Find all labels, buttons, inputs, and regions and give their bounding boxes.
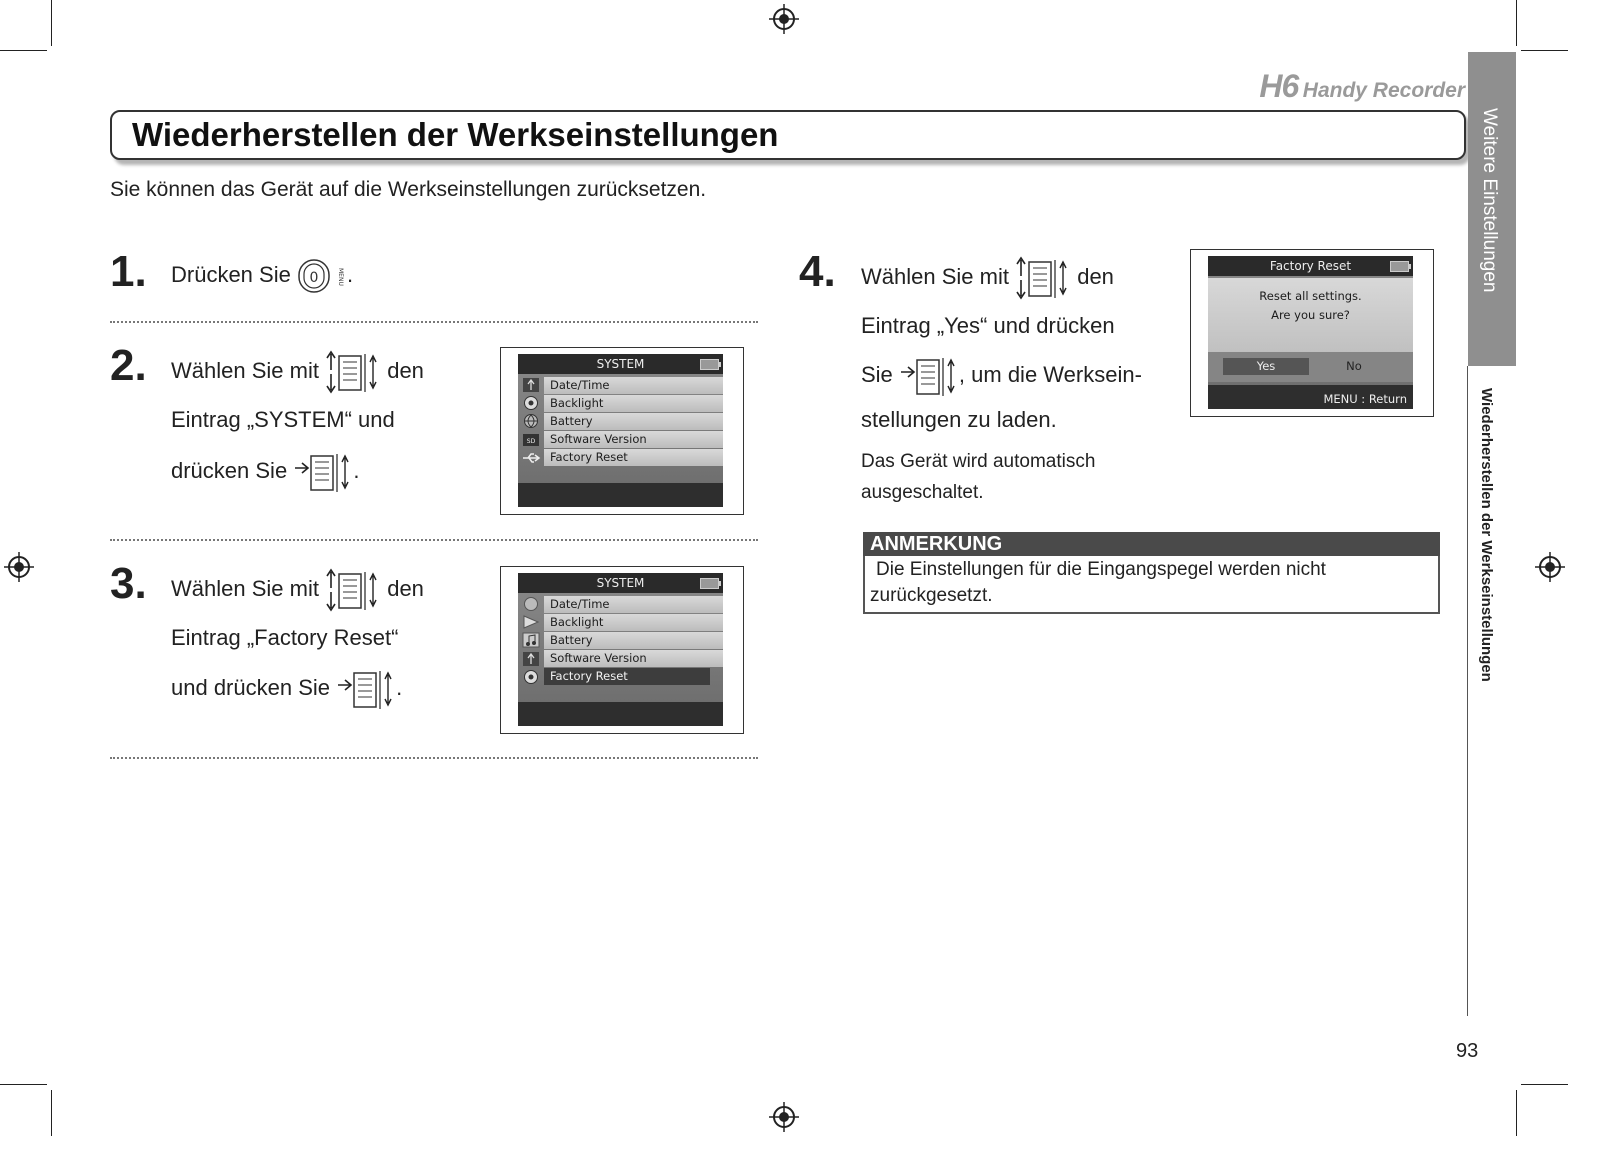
crop-mark [0,50,47,51]
lcd-menu-item: Battery [544,632,723,649]
music-note-icon [520,632,542,648]
play-icon [520,614,542,630]
battery-icon [700,359,719,370]
lcd-title-bar: SYSTEM [518,573,723,593]
step-text: Sie [861,361,893,387]
lcd-menu-item: Software Version [544,650,723,667]
chapter-tab-label: Weitere Einstellungen [1479,108,1500,293]
scroll-wheel-updown-icon [1015,256,1071,300]
step-divider [110,757,758,759]
lcd-footer [518,483,723,507]
lcd-menu-item: Backlight [544,395,723,412]
lcd-menu-item: Date/Time [544,377,723,394]
step-2-line-1 [171,350,424,394]
step-text: den [387,575,424,601]
registration-target-icon [769,4,799,34]
registration-target-icon [1535,552,1565,582]
step-number: 2. [110,341,147,390]
lcd-menu-item: Backlight [544,614,723,631]
step-text: Drücken Sie [171,261,291,287]
step-number: 4. [799,247,836,296]
step-4-line-1 [861,256,1114,300]
record-icon [520,596,542,612]
section-side-label: Wiederherstellen der Werkseinstellungen [1478,388,1495,682]
scroll-wheel-press-icon [899,354,959,398]
step-4-line-4: stellungen zu laden. [861,407,1057,432]
scroll-wheel-updown-icon [325,350,381,394]
brand-model: H6 [1259,68,1299,104]
svg-text:SD: SD [526,438,536,445]
note-box [863,556,1440,614]
step-text: . [346,261,354,287]
intro-text: Sie können das Gerät auf die Werkseinstellungen zurücksetzen. [110,178,707,201]
registration-target-icon [769,1102,799,1132]
gear-icon [520,669,542,685]
note-text-line: Die Einstellungen für die Eingangspegel werden nicht [876,559,1326,580]
step-text: und drücken Sie [171,674,330,700]
scroll-wheel-updown-icon [325,568,381,612]
scroll-wheel-press-icon [293,450,353,494]
step-text: Wählen Sie mit [861,263,1009,289]
lcd-screenshot-frame [1190,249,1434,417]
crop-mark [1516,1090,1517,1136]
dialog-return-hint: MENU : Return [1323,392,1407,406]
lcd-menu-item: Factory Reset [544,449,723,466]
step-4-note-2: ausgeschaltet. [861,482,984,503]
lcd-menu-item: Battery [544,413,723,430]
lcd-title-bar: Factory Reset [1208,256,1413,276]
step-3-line-3 [171,667,402,711]
battery-icon [700,578,719,589]
lcd-title-bar: SYSTEM [518,354,723,374]
note-heading: ANMERKUNG [863,532,1440,556]
lcd-menu-item: Software Version [544,431,723,448]
step-text: . [353,457,360,483]
dialog-message: Reset all settings. [1259,289,1362,303]
crop-mark [1521,1084,1568,1085]
step-text: Wählen Sie mit [171,575,319,601]
menu-button-icon [297,258,347,294]
step-text: drücken Sie [171,457,288,483]
page-number: 93 [1456,1040,1479,1062]
svg-text:0: 0 [309,270,319,286]
lcd-screenshot-frame [500,566,744,734]
step-text: , um die Werksein- [958,361,1142,387]
lcd-confirm-dialog [1208,256,1413,409]
battery-icon [1390,261,1409,272]
brand-logo [1180,68,1465,105]
step-4-line-2: Eintrag „Yes“ und drücken [861,313,1115,338]
step-1-line-1 [171,258,353,294]
registration-target-icon [4,552,34,582]
step-text: Wählen Sie mit [171,357,319,383]
gear-icon [520,395,542,411]
step-3-line-2: Eintrag „Factory Reset“ [171,625,399,650]
step-number: 3. [110,559,147,608]
input-icon [520,377,542,393]
lcd-menu-item-selected: Factory Reset [544,668,710,685]
title-box [110,110,1466,160]
usb-icon [520,450,542,466]
crop-mark [51,0,52,46]
dialog-question: Are you sure? [1271,308,1350,322]
lcd-screen [518,354,723,507]
step-4-note-1: Das Gerät wird automatisch [861,451,1096,472]
sd-card-icon [520,432,542,448]
step-4-line-3 [861,354,1142,398]
crop-mark [1521,50,1568,51]
page-title: Wiederherstellen der Werkseinstellungen [132,116,779,153]
step-divider [110,321,758,323]
step-divider [110,539,758,541]
step-text: den [387,357,424,383]
step-text: . [396,674,403,700]
step-3-line-1 [171,568,424,612]
lcd-screenshot-frame [500,347,744,515]
side-rule [1467,366,1468,1016]
step-2-line-3 [171,450,359,494]
crop-mark [1516,0,1517,46]
step-number: 1. [110,247,147,296]
note-text-line: zurückgesetzt. [870,585,993,606]
brand-name: Handy Recorder [1302,79,1465,102]
lcd-footer [518,702,723,726]
input-icon [520,651,542,667]
step-text: den [1077,263,1114,289]
scroll-wheel-press-icon [336,667,396,711]
lcd-menu-item: Date/Time [544,596,723,613]
svg-text:MENU: MENU [336,268,344,286]
step-2-line-2: Eintrag „SYSTEM“ und [171,407,395,432]
globe-icon [520,413,542,429]
crop-mark [0,1084,47,1085]
crop-mark [51,1090,52,1136]
yes-button: Yes [1223,358,1309,375]
lcd-screen [518,573,723,726]
no-button: No [1346,359,1362,373]
